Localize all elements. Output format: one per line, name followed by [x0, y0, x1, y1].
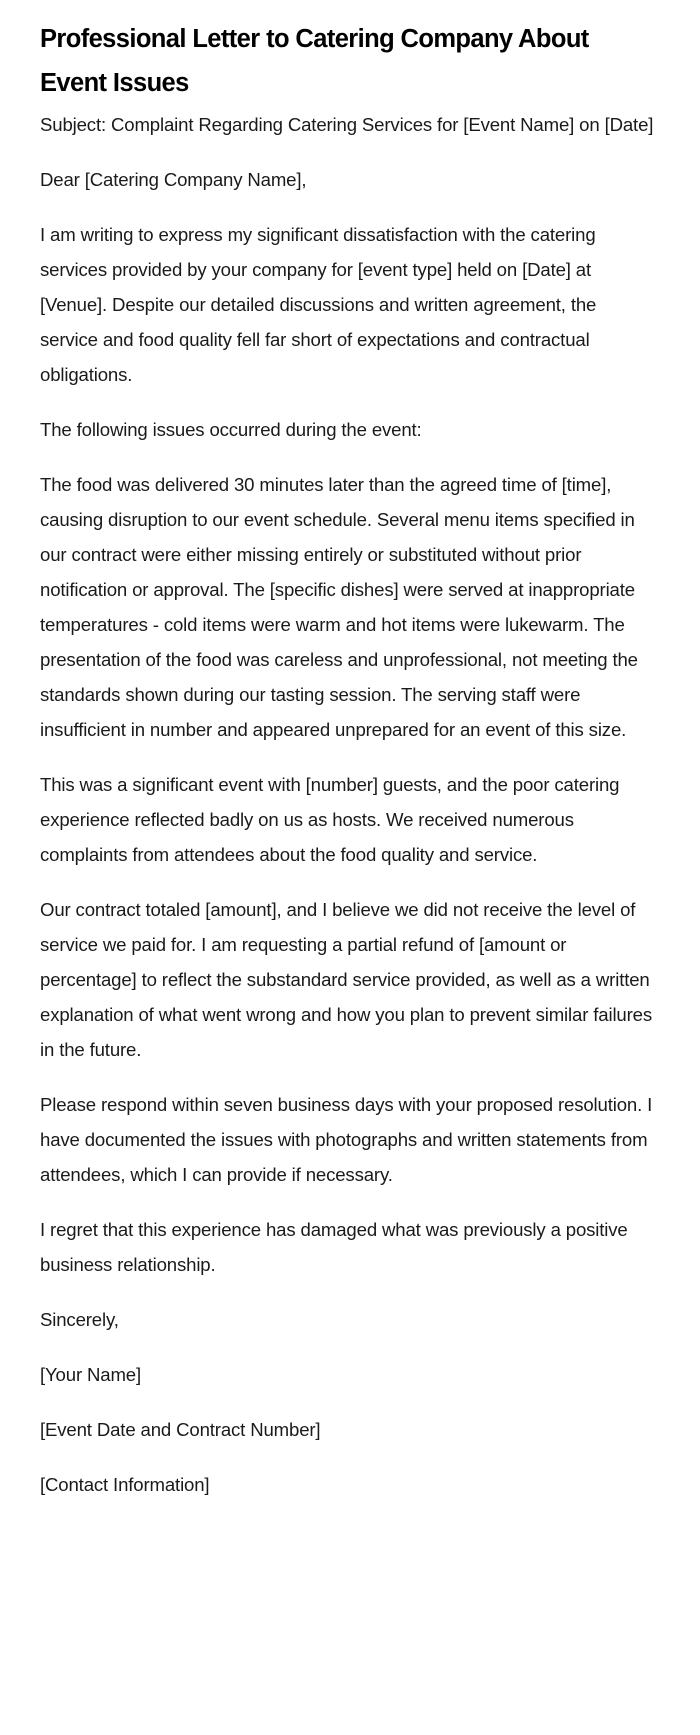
body-paragraph-response-deadline: Please respond within seven business days with your proposed resolution. I have documented the issues with photographs and written statements from attendees, which I can provide if necessary.: [40, 1094, 653, 1185]
letter-title: Professional Letter to Catering Company About Event Issues: [40, 25, 589, 97]
signature-reference: [Event Date and Contract Number]: [40, 1419, 321, 1440]
body-paragraph-intro: I am writing to express my significant dissatisfaction with the catering services provided by your company for [event type] held on [Date] at [Venue]. Despite our detailed discussions and written agreement, the service and food quality fell far short of expectations and contractual obligations.: [40, 224, 597, 385]
body-paragraph-regret: I regret that this experience has damaged what was previously a positive business relationship.: [40, 1219, 628, 1275]
body-paragraph-issues: The food was delivered 30 minutes later than the agreed time of [time], causing disruption to our event schedule. Several menu items specified in our contract were either missing entirely or substituted without prior notification or approval. The [specific dishes] were served at inappropriate temperatures - cold items were warm and hot items were lukewarm. The presentation of the food was careless and unprofessional, not meeting the standards shown during our tasting session. The serving staff were insufficient in number and appeared unprepared for an event of this size.: [40, 474, 638, 740]
signature-name: [Your Name]: [40, 1364, 142, 1385]
closing: Sincerely,: [40, 1309, 119, 1330]
subject-line: Subject: Complaint Regarding Catering Services for [Event Name] on [Date]: [40, 114, 654, 135]
body-paragraph-refund-request: Our contract totaled [amount], and I believe we did not receive the level of service we paid for. I am requesting a partial refund of [amount or percentage] to reflect the substandard service provided, as well as a written explanation of what went wrong and how you plan to prevent similar failures in the future.: [40, 899, 652, 1060]
signature-contact: [Contact Information]: [40, 1474, 210, 1495]
body-paragraph-issues-lead: The following issues occurred during the event:: [40, 419, 422, 440]
salutation: Dear [Catering Company Name],: [40, 169, 307, 190]
body-paragraph-impact: This was a significant event with [number] guests, and the poor catering experience reflected badly on us as hosts. We received numerous complaints from attendees about the food quality and service.: [40, 774, 620, 865]
